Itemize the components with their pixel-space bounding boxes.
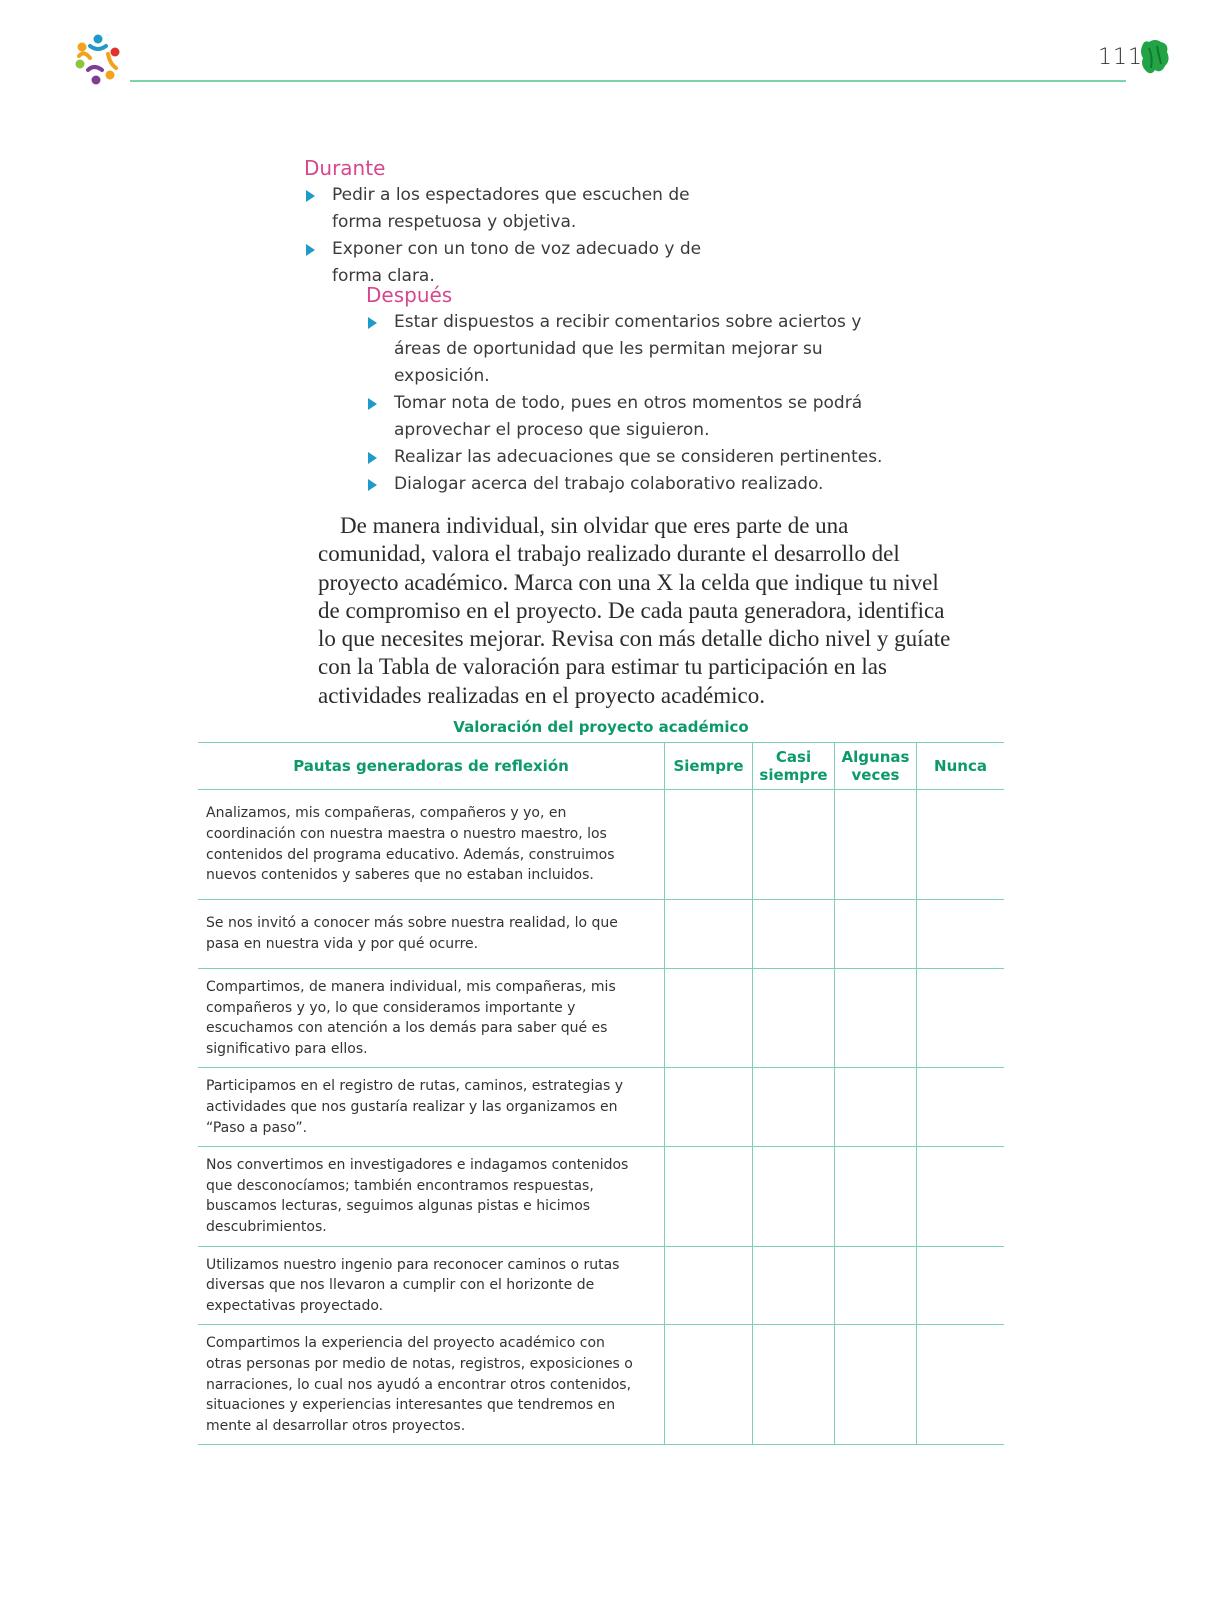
triangle-bullet-icon	[306, 244, 315, 256]
table-header-row	[198, 743, 1004, 790]
section-title: Después	[366, 283, 453, 307]
colorful-people-circle-icon	[70, 30, 126, 86]
cell-algunas-veces[interactable]	[835, 900, 917, 969]
section-title: Durante	[304, 156, 386, 180]
table-title: Valoración del proyecto académico	[453, 718, 749, 736]
table-row	[198, 969, 1004, 1068]
cell-nunca[interactable]	[917, 1068, 1005, 1147]
row-statement: Analizamos, mis compañeras, compañeros y yo, en coordinación con nuestra maestra o nuestro maestro, los contenidos del programa educativo. Además, construimos nuevos contenidos y saberes que no estaban incluidos.	[198, 790, 665, 900]
cell-algunas-veces[interactable]	[835, 790, 917, 900]
bullet-list	[304, 182, 744, 290]
cell-casi-siempre[interactable]	[753, 790, 835, 900]
page-number: 111	[1098, 45, 1143, 70]
triangle-bullet-icon	[368, 317, 377, 329]
cell-siempre[interactable]	[665, 1147, 753, 1246]
list-item: Dialogar acerca del trabajo colaborativo realizado.	[366, 471, 886, 498]
cell-casi-siempre[interactable]	[753, 1068, 835, 1147]
cell-nunca[interactable]	[917, 790, 1005, 900]
list-item: Pedir a los espectadores que escuchen de forma respetuosa y objetiva.	[304, 182, 744, 236]
cell-casi-siempre[interactable]	[753, 1246, 835, 1325]
row-statement: Compartimos, de manera individual, mis compañeras, mis compañeros y yo, lo que consideramos importante y escuchamos con atención a los demás para saber qué es significativo para ellos.	[198, 969, 665, 1068]
triangle-bullet-icon	[368, 452, 377, 464]
table-row	[198, 900, 1004, 969]
list-item: Tomar nota de todo, pues en otros momentos se podrá aprovechar el proceso que siguieron.	[366, 390, 886, 444]
list-item: Estar dispuestos a recibir comentarios sobre aciertos y áreas de oportunidad que les permitan mejorar su exposición.	[366, 309, 886, 390]
row-statement: Compartimos la experiencia del proyecto académico con otras personas por medio de notas, registros, exposiciones o narraciones, lo cual nos ayudó a encontrar otros contenidos, situaciones y experiencias interesantes que tendremos en mente al desarrollar otros proyectos.	[198, 1325, 665, 1445]
instruction-paragraph: De manera individual, sin olvidar que eres parte de una comunidad, valora el trabajo realizado durante el desarrollo del proyecto académico. Marca con una X la celda que indique tu nivel de compromiso en el proyecto. De cada pauta generadora, identifica lo que necesites mejorar. Revisa con más detalle dicho nivel y guíate con la Tabla de valoración para estimar tu participación en las actividades realizadas en el proyecto académico.	[318, 513, 951, 708]
triangle-bullet-icon	[306, 190, 315, 202]
column-header-siempre: Siempre	[665, 743, 753, 790]
row-statement: Nos convertimos en investigadores e indagamos contenidos que desconocíamos; también encontramos respuestas, buscamos lecturas, seguimos algunas pistas e hicimos descubrimientos.	[198, 1147, 665, 1246]
row-statement: Se nos invitó a conocer más sobre nuestra realidad, lo que pasa en nuestra vida y por qué ocurre.	[198, 900, 665, 969]
cell-casi-siempre[interactable]	[753, 1147, 835, 1246]
cell-nunca[interactable]	[917, 1147, 1005, 1246]
column-header-pautas: Pautas generadoras de reflexión	[198, 743, 665, 790]
cell-siempre[interactable]	[665, 1246, 753, 1325]
table-row	[198, 1068, 1004, 1147]
table-row	[198, 1147, 1004, 1246]
cell-siempre[interactable]	[665, 1325, 753, 1445]
cell-nunca[interactable]	[917, 969, 1005, 1068]
durante-section	[304, 154, 744, 290]
list-item: Exponer con un tono de voz adecuado y de forma clara.	[304, 236, 744, 290]
table-row	[198, 790, 1004, 900]
cell-algunas-veces[interactable]	[835, 969, 917, 1068]
row-statement: Participamos en el registro de rutas, caminos, estrategias y actividades que nos gustaría realizar y las organizamos en “Paso a paso”.	[198, 1068, 665, 1147]
column-header-nunca: Nunca	[917, 743, 1005, 790]
list-item: Realizar las adecuaciones que se consideren pertinentes.	[366, 444, 886, 471]
cell-siempre[interactable]	[665, 790, 753, 900]
cell-nunca[interactable]	[917, 1325, 1005, 1445]
column-header-algunas-veces: Algunas veces	[835, 743, 917, 790]
cell-nunca[interactable]	[917, 900, 1005, 969]
despues-section	[366, 281, 886, 498]
evaluation-table	[198, 742, 1004, 1445]
cell-siempre[interactable]	[665, 969, 753, 1068]
cell-algunas-veces[interactable]	[835, 1147, 917, 1246]
green-leaf-icon	[1137, 38, 1171, 76]
row-statement: Utilizamos nuestro ingenio para reconocer caminos o rutas diversas que nos llevaron a cumplir con el horizonte de expectativas proyectado.	[198, 1246, 665, 1325]
cell-algunas-veces[interactable]	[835, 1246, 917, 1325]
table-row	[198, 1246, 1004, 1325]
cell-nunca[interactable]	[917, 1246, 1005, 1325]
cell-algunas-veces[interactable]	[835, 1068, 917, 1147]
column-header-casi-siempre: Casi siempre	[753, 743, 835, 790]
cell-algunas-veces[interactable]	[835, 1325, 917, 1445]
bullet-list	[366, 309, 886, 498]
triangle-bullet-icon	[368, 398, 377, 410]
cell-casi-siempre[interactable]	[753, 1325, 835, 1445]
header-divider	[130, 80, 1126, 82]
cell-casi-siempre[interactable]	[753, 969, 835, 1068]
triangle-bullet-icon	[368, 479, 377, 491]
cell-casi-siempre[interactable]	[753, 900, 835, 969]
cell-siempre[interactable]	[665, 900, 753, 969]
table-row	[198, 1325, 1004, 1445]
cell-siempre[interactable]	[665, 1068, 753, 1147]
